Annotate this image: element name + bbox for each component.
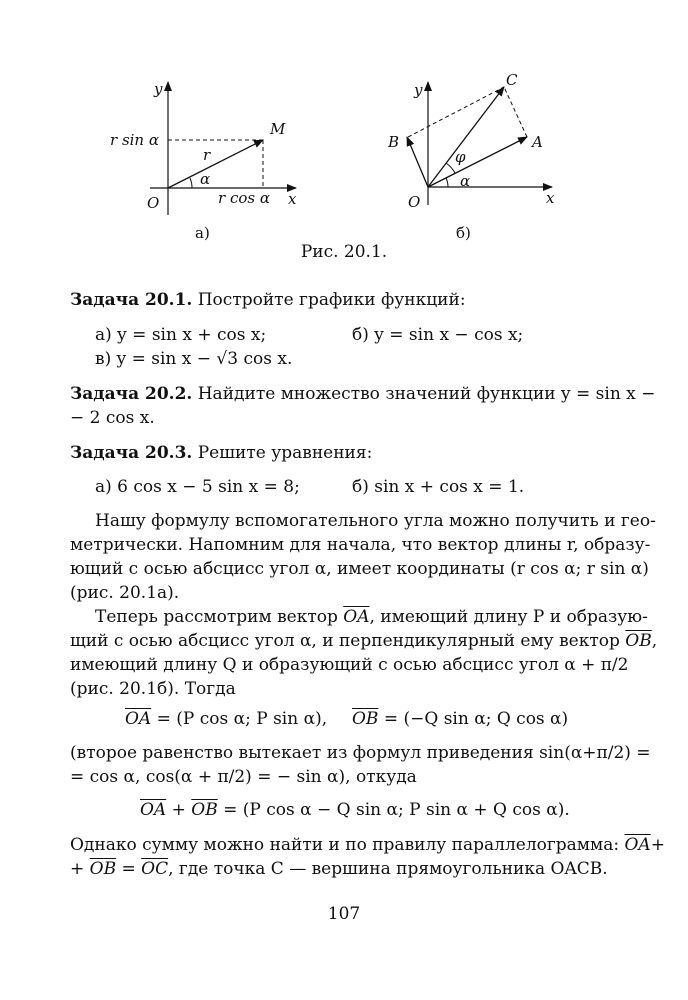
text: +: [650, 835, 665, 855]
vector-ob: $\overline{OB}$: [625, 631, 652, 651]
y-label-b: y: [414, 81, 423, 99]
sublabel-a: а): [195, 224, 210, 242]
para3-line2: = cos α, cos(α + π/2) = − sin α), откуда: [70, 767, 417, 787]
equation-1: [125, 707, 327, 731]
angle-phi-label: φ: [455, 148, 466, 166]
text: +: [166, 800, 192, 820]
vector-ob: $\overline{OB}$: [352, 709, 379, 729]
vector-oa: $\overline{OA}$: [125, 709, 152, 729]
figure-a: [100, 70, 320, 245]
r-cos-label: r cos α: [218, 189, 270, 207]
text: Теперь рассмотрим вектор: [95, 607, 344, 627]
para2-line1: [95, 605, 648, 629]
task-label: Задача 20.3.: [70, 443, 193, 463]
dashed-ac: [504, 87, 527, 137]
para2-line4: (рис. 20.1б). Тогда: [70, 679, 236, 699]
task-20-3: [70, 441, 620, 465]
x-label: x: [288, 190, 297, 208]
point-a-label: A: [532, 133, 543, 151]
task-label: Задача 20.1.: [70, 290, 193, 310]
vector-oc: $\overline{OC}$: [141, 859, 169, 879]
task1-item-a: а) y = sin x + cos x;: [95, 325, 267, 345]
task1-item-b: б) y = sin x − cos x;: [352, 325, 524, 345]
page-number: 107: [327, 904, 361, 924]
equation-1b: [352, 707, 568, 731]
task-text: Постройте графики функций:: [192, 290, 466, 310]
vector-oa: $\overline{OA}$: [140, 800, 167, 820]
task-text: Решите уравнения:: [192, 443, 373, 463]
task2-line2: − 2 cos x.: [70, 408, 155, 428]
origin-label: O: [147, 194, 160, 212]
equation-2: [140, 798, 570, 822]
point-b-label: B: [388, 133, 400, 151]
para2-line2: [70, 629, 658, 653]
task1-item-c: в) y = sin x − √3 cos x.: [95, 349, 293, 369]
para3-line1: (второе равенство вытекает из формул приведения sin(α+π/2) =: [70, 743, 651, 763]
vector-ob: $\overline{OB}$: [191, 800, 218, 820]
para1-line3: ющий с осью абсцисс угол α, имеет координаты (r cos α; r sin α): [70, 559, 649, 579]
task-20-2: [70, 382, 656, 406]
angle-arc-phi: [446, 163, 455, 173]
y-label: y: [154, 80, 163, 98]
para4-line2: [70, 857, 620, 881]
para1-line2: метрически. Напомним для начала, что вектор длины r, образу-: [70, 535, 651, 555]
text: , имеющий длину P и образую-: [369, 607, 648, 627]
vector-r: [168, 140, 263, 188]
text: щий с осью абсцисс угол α, и перпендикулярный ему вектор: [70, 631, 626, 651]
para1-line4: (рис. 20.1а).: [70, 583, 180, 603]
vector-ob: [407, 137, 428, 187]
text: =: [116, 859, 142, 879]
task3-item-a: а) 6 cos x − 5 sin x = 8;: [95, 477, 300, 497]
task-label: Задача 20.2.: [70, 384, 193, 404]
origin-label-b: O: [408, 193, 421, 211]
angle-alpha-label: α: [200, 170, 211, 188]
angle-arc-alpha: [446, 178, 448, 187]
text: , где точка C — вершина прямоугольника OACB.: [168, 859, 608, 879]
angle-arc: [190, 178, 192, 188]
para2-line3: имеющий длину Q и образующий с осью абсцисс угол α + π/2: [70, 655, 629, 675]
radius-label: r: [203, 146, 211, 164]
vector-oa: [428, 137, 527, 187]
text: Однако сумму можно найти и по правилу параллелограмма:: [70, 835, 625, 855]
sublabel-b: б): [456, 224, 471, 242]
text: = (−Q sin α; Q cos α): [378, 709, 569, 729]
figure-caption: Рис. 20.1.: [300, 242, 388, 262]
text: = (P cos α; P sin α),: [151, 709, 328, 729]
vector-oa: $\overline{OA}$: [343, 607, 370, 627]
figure-b: [370, 65, 580, 245]
vector-ob: $\overline{OB}$: [89, 859, 117, 879]
para4-line1: [70, 833, 665, 857]
task3-item-b: б) sin x + cos x = 1.: [352, 477, 525, 497]
angle-alpha-label-b: α: [460, 172, 471, 190]
task-text: Найдите множество значений функции y = sin x −: [192, 384, 656, 404]
r-sin-label: r sin α: [110, 131, 159, 149]
x-label-b: x: [546, 189, 555, 207]
text: = (P cos α − Q sin α; P sin α + Q cos α).: [217, 800, 570, 820]
text: ,: [651, 631, 658, 651]
point-m-label: M: [270, 120, 286, 138]
vector-oa: $\overline{OA}$: [624, 835, 651, 855]
para1-line1: Нашу формулу вспомогательного угла можно получить и гео-: [95, 511, 656, 531]
point-c-label: C: [506, 71, 518, 89]
task-20-1: [70, 288, 620, 312]
text: +: [70, 859, 90, 879]
